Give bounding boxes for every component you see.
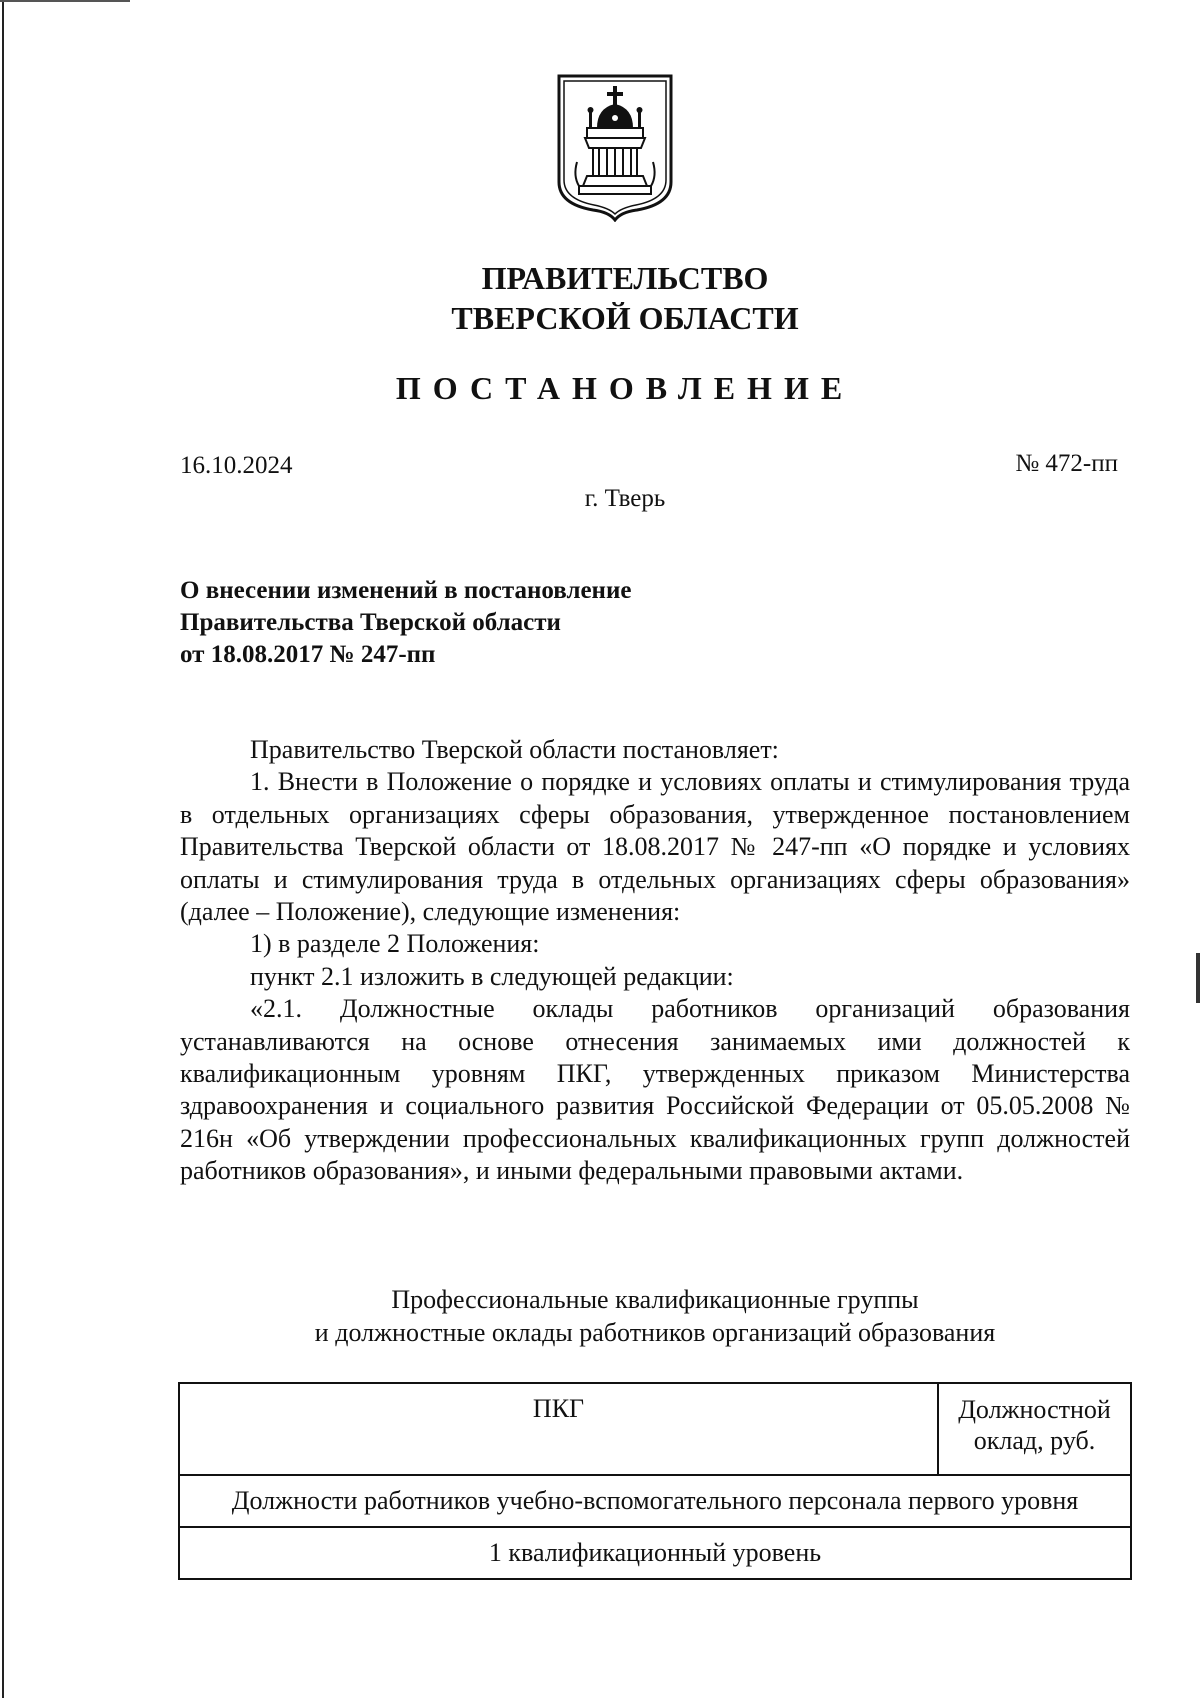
body-paragraph-clause: пункт 2.1 изложить в следующей редакции: bbox=[250, 961, 734, 991]
table-header-salary-line1: Должностной bbox=[958, 1395, 1111, 1424]
scan-mark-right bbox=[1196, 953, 1200, 1003]
document-city: г. Тверь bbox=[584, 485, 666, 512]
salary-table bbox=[178, 1382, 1132, 1580]
scan-edge-top bbox=[0, 0, 130, 2]
document-date: 16.10.2024 bbox=[180, 452, 293, 479]
table-header-salary-line2: оклад, руб. bbox=[973, 1426, 1096, 1455]
subject-line3: от 18.08.2017 № 247-пп bbox=[180, 641, 436, 668]
body-paragraph-new-text: «2.1. Должностные оклады работников организаций образования устанавливаются на основе отнесения занимаемых ими должностей к квалификационным уровням ПКГ, утвержденных приказом Министерства здравоохранения и социального развития Российской Федерации от 05.05.2008 № 216н «Об утверждении профессиональных квалификационных групп должностей работников образования», и иными федеральными правовыми актами. bbox=[180, 994, 1130, 1186]
subject-line1: О внесении изменений в постановление bbox=[180, 577, 632, 604]
table-header-pkg: ПКГ bbox=[179, 1383, 938, 1475]
document-number: № 472-пп bbox=[1015, 450, 1118, 477]
scan-edge-left bbox=[2, 0, 4, 1698]
body-paragraph-preamble: Правительство Тверской области постановляет: bbox=[250, 735, 779, 764]
table-group-cell: Должности работников учебно-вспомогательного персонала первого уровня bbox=[179, 1475, 1131, 1527]
table-row bbox=[179, 1527, 1131, 1579]
table-level-cell: 1 квалификационный уровень bbox=[179, 1527, 1131, 1579]
coat-of-arms-emblem bbox=[555, 72, 675, 222]
table-title-line2: и должностные оклады работников организаций образования bbox=[314, 1318, 996, 1347]
body-paragraph-item1: 1. Внести в Положение о порядке и условиях оплаты и стимулирования труда в отдельных организациях сферы образования, утвержденное постановлением Правительства Тверской области от 18.08.2017 № 247-пп «О порядке и условиях оплаты и стимулирования труда в отдельных организациях сферы образования» (далее – Положение), следующие изменения: bbox=[180, 767, 1130, 927]
government-title-line1: ПРАВИТЕЛЬСТВО bbox=[481, 260, 769, 296]
table-header-salary bbox=[938, 1383, 1131, 1475]
table-title bbox=[180, 1283, 1130, 1349]
document-body bbox=[180, 734, 1130, 1188]
government-title-line2: ТВЕРСКОЙ ОБЛАСТИ bbox=[451, 300, 799, 336]
subject-line2: Правительства Тверской области bbox=[180, 609, 561, 636]
government-title bbox=[0, 258, 1200, 338]
table-row bbox=[179, 1475, 1131, 1527]
table-header-row bbox=[179, 1383, 1131, 1475]
body-paragraph-subitem: 1) в разделе 2 Положения: bbox=[250, 929, 540, 959]
document-type: ПОСТАНОВЛЕНИЕ bbox=[395, 370, 855, 406]
document-subject bbox=[180, 575, 631, 671]
table-title-line1: Профессиональные квалификационные группы bbox=[391, 1285, 919, 1314]
